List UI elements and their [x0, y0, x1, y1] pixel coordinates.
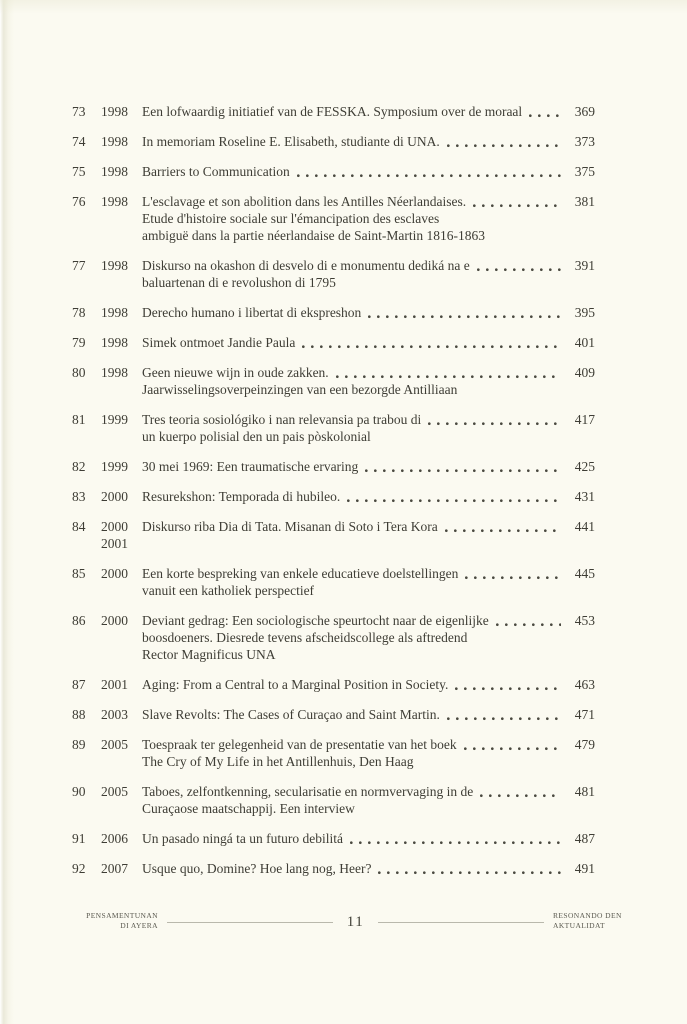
dot-leader: [529, 114, 561, 118]
toc-entry: [72, 565, 595, 599]
toc-entry: [72, 193, 595, 244]
dot-leader: [447, 144, 561, 148]
toc-entry: [72, 783, 595, 817]
entry-year: [101, 193, 142, 210]
entry-year: [101, 103, 142, 120]
entry-page-number: 409: [574, 365, 595, 380]
entry-title-text: Taboes, zelfontkenning, secularisatie en normvervaging in de: [142, 784, 474, 799]
dot-leader: [302, 345, 561, 349]
entry-year: [101, 364, 142, 381]
entry-number: 73: [72, 104, 86, 119]
entry-title: [142, 411, 565, 445]
entry-page-number: 375: [574, 164, 595, 179]
entry-year: [101, 676, 142, 693]
dot-leader: [465, 576, 561, 580]
entry-year: [101, 612, 142, 629]
entry-title-text: Diskurso riba Dia di Tata. Misanan di Soto i Tera Kora: [142, 519, 438, 534]
entry-page-number: 445: [574, 566, 595, 581]
entry-title: [142, 565, 565, 599]
toc-entry: [72, 411, 595, 445]
toc-entry: [72, 458, 595, 475]
dot-leader: [477, 268, 561, 272]
footer-right-line-2: AKTUALIDAT: [553, 920, 605, 930]
entry-year-line: 2000: [101, 566, 128, 581]
toc-entry: [72, 163, 595, 180]
footer-rule-left: [167, 922, 333, 923]
entry-title: [142, 458, 565, 475]
entry-year: [101, 488, 142, 505]
entry-title-continuation: Jaarwisselingsoverpeinzingen van een bezorgde Antilliaan: [142, 382, 458, 397]
entry-number: 86: [72, 613, 86, 628]
entry-title-first-line: [142, 334, 565, 351]
entry-year-line: 2000: [101, 519, 128, 534]
entry-title-text: Toespraak ter gelegenheid van de presentatie van het boek: [142, 737, 457, 752]
entry-year: [101, 706, 142, 723]
entry-title-continuation: Rector Magnificus UNA: [142, 647, 276, 662]
dot-leader: [473, 204, 561, 208]
entry-title-continuation: Curaçaose maatschappij. Een interview: [142, 801, 355, 816]
entry-year-line: 1998: [101, 365, 128, 380]
entry-number: 91: [72, 831, 86, 846]
page-footer: [60, 911, 625, 932]
entry-title-text: Tres teoria sosiológiko i nan relevansia pa trabou di: [142, 412, 422, 427]
entry-year: [101, 736, 142, 753]
page-top-shade: [0, 0, 687, 14]
entry-number: 90: [72, 784, 86, 799]
entry-title-first-line: [142, 612, 565, 629]
entry-title: [142, 706, 565, 723]
entry-year-line: 1998: [101, 258, 128, 273]
entry-title: [142, 518, 565, 535]
entry-title: [142, 163, 565, 180]
entry-number: 85: [72, 566, 86, 581]
entry-number: 89: [72, 737, 86, 752]
entry-number: 84: [72, 519, 86, 534]
entry-title-text: Simek ontmoet Jandie Paula: [142, 335, 296, 350]
toc-entry: [72, 488, 595, 505]
entry-number: 80: [72, 365, 86, 380]
entry-title-continuation: Etude d'histoire sociale sur l'émancipation des esclaves: [142, 211, 440, 226]
entry-title-continuation: baluartenan di e revolushon di 1795: [142, 275, 336, 290]
table-of-contents: [72, 103, 595, 890]
entry-year: [101, 860, 142, 877]
entry-year-line: 1998: [101, 305, 128, 320]
entry-title-first-line: [142, 736, 565, 753]
toc-entry: [72, 364, 595, 398]
entry-title-first-line: [142, 257, 565, 274]
entry-title-first-line: [142, 364, 565, 381]
entry-year-line: 2003: [101, 707, 128, 722]
entry-number: 75: [72, 164, 86, 179]
entry-title-first-line: [142, 830, 565, 847]
entry-year-line: 2006: [101, 831, 128, 846]
entry-title-text: L'esclavage et son abolition dans les Antilles Néerlandaises.: [142, 194, 467, 209]
entry-title-text: Een lofwaardig initiatief van de FESSKA. Symposium over de moraal: [142, 104, 523, 119]
entry-title-text: Diskurso na okashon di desvelo di e monumentu dediká na e: [142, 258, 470, 273]
toc-entry: [72, 676, 595, 693]
entry-year-line: 2001: [101, 677, 128, 692]
entry-title: [142, 783, 565, 817]
entry-title-first-line: [142, 304, 565, 321]
entry-year-line: 2000: [101, 489, 128, 504]
entry-page-number: 417: [574, 412, 595, 427]
entry-year-line: 1999: [101, 412, 128, 427]
entry-title-continuation: vanuit een katholiek perspectief: [142, 583, 315, 598]
dot-leader: [297, 174, 561, 178]
entry-title: [142, 488, 565, 505]
entry-year-line: 2000: [101, 613, 128, 628]
dot-leader: [428, 422, 561, 426]
toc-entry: [72, 860, 595, 877]
entry-title-text: Barriers to Communication: [142, 164, 290, 179]
entry-page-number: 391: [574, 258, 595, 273]
entry-title-first-line: [142, 488, 565, 505]
dot-leader: [464, 747, 561, 751]
dot-leader: [365, 469, 561, 473]
entry-title-first-line: [142, 565, 565, 582]
entry-page-number: 369: [574, 104, 595, 119]
page-edge-shadow: [0, 0, 14, 1024]
entry-title-continuation: un kuerpo polisial den un pais pòskolonial: [142, 429, 371, 444]
entry-title-first-line: [142, 676, 565, 693]
entry-title-first-line: [142, 103, 565, 120]
entry-page-number: 471: [574, 707, 595, 722]
dot-leader: [447, 717, 561, 721]
toc-entry: [72, 830, 595, 847]
toc-entry: [72, 518, 595, 552]
entry-page-number: 453: [574, 613, 595, 628]
footer-right-line-1: RESONANDO DEN: [553, 911, 622, 920]
entry-number: 77: [72, 258, 86, 273]
entry-year: [101, 830, 142, 847]
entry-year: [101, 565, 142, 582]
entry-year-line: 1999: [101, 459, 128, 474]
entry-title: [142, 103, 565, 120]
entry-number: 83: [72, 489, 86, 504]
entry-title-first-line: [142, 193, 565, 210]
entry-year: [101, 518, 142, 552]
entry-year: [101, 163, 142, 180]
entry-number: 79: [72, 335, 86, 350]
dot-leader: [368, 315, 561, 319]
entry-year-line: 2001: [101, 536, 128, 551]
entry-year-line: 2007: [101, 861, 128, 876]
entry-number: 74: [72, 134, 86, 149]
entry-title-text: 30 mei 1969: Een traumatische ervaring: [142, 459, 359, 474]
dot-leader: [455, 687, 561, 691]
entry-page-number: 463: [574, 677, 595, 692]
entry-title: [142, 193, 565, 244]
entry-title-text: Resurekshon: Temporada di hubileo.: [142, 489, 341, 504]
entry-page-number: 401: [574, 335, 595, 350]
toc-entry: [72, 257, 595, 291]
dot-leader: [378, 871, 561, 875]
entry-year: [101, 257, 142, 274]
entry-title: [142, 334, 565, 351]
entry-title: [142, 133, 565, 150]
entry-title-text: Derecho humano i libertat di ekspreshon: [142, 305, 362, 320]
entry-title-continuation: boosdoeners. Diesrede tevens afscheidscollege als aftredend: [142, 630, 468, 645]
dot-leader: [350, 841, 561, 845]
entry-title-continuation: The Cry of My Life in het Antillenhuis, Den Haag: [142, 754, 414, 769]
entry-title-first-line: [142, 783, 565, 800]
entry-title-text: Een korte bespreking van enkele educatieve doelstellingen: [142, 566, 459, 581]
entry-title: [142, 860, 565, 877]
entry-year-line: 1998: [101, 134, 128, 149]
entry-page-number: 431: [574, 489, 595, 504]
entry-year: [101, 458, 142, 475]
footer-right-title: [553, 911, 625, 930]
entry-page-number: 487: [574, 831, 595, 846]
entry-year-line: 1998: [101, 335, 128, 350]
toc-entry: [72, 133, 595, 150]
entry-title-text: Deviant gedrag: Een sociologische speurtocht naar de eigenlijke: [142, 613, 489, 628]
entry-title: [142, 364, 565, 398]
entry-title-continuation: ambiguë dans la partie néerlandaise de Saint-Martin 1816-1863: [142, 228, 486, 243]
entry-number: 88: [72, 707, 86, 722]
footer-left-line-2: DI AYERA: [120, 920, 158, 930]
dot-leader: [496, 623, 561, 627]
toc-entry: [72, 304, 595, 321]
entry-year-line: 1998: [101, 104, 128, 119]
entry-year-line: 2005: [101, 784, 128, 799]
entry-title: [142, 736, 565, 770]
toc-entry: [72, 334, 595, 351]
entry-title-first-line: [142, 458, 565, 475]
entry-year: [101, 133, 142, 150]
entry-year-line: 1998: [101, 164, 128, 179]
entry-page-number: 441: [574, 519, 595, 534]
entry-title-first-line: [142, 860, 565, 877]
entry-page-number: 373: [574, 134, 595, 149]
entry-page-number: 491: [574, 861, 595, 876]
entry-page-number: 479: [574, 737, 595, 752]
entry-title-first-line: [142, 518, 565, 535]
entry-page-number: 425: [574, 459, 595, 474]
dot-leader: [480, 794, 561, 798]
dot-leader: [445, 529, 561, 533]
entry-title-text: Geen nieuwe wijn in oude zakken.: [142, 365, 329, 380]
entry-number: 87: [72, 677, 86, 692]
entry-title-text: Slave Revolts: The Cases of Curaçao and Saint Martin.: [142, 707, 440, 722]
entry-year: [101, 411, 142, 428]
entry-title-first-line: [142, 706, 565, 723]
toc-entry: [72, 736, 595, 770]
entry-year: [101, 304, 142, 321]
entry-number: 76: [72, 194, 86, 209]
entry-year-line: 1998: [101, 194, 128, 209]
entry-number: 92: [72, 861, 86, 876]
entry-title: [142, 257, 565, 291]
footer-rule-right: [378, 922, 544, 923]
page-number: 11: [346, 914, 365, 930]
entry-number: 82: [72, 459, 86, 474]
toc-entry: [72, 706, 595, 723]
entry-title: [142, 304, 565, 321]
entry-title-text: Usque quo, Domine? Hoe lang nog, Heer?: [142, 861, 372, 876]
entry-title-first-line: [142, 133, 565, 150]
entry-number: 81: [72, 412, 86, 427]
dot-leader: [336, 375, 561, 379]
footer-left-line-1: PENSAMENTUNAN: [86, 911, 158, 920]
footer-left-title: [60, 911, 158, 930]
entry-title-first-line: [142, 411, 565, 428]
dot-leader: [347, 499, 561, 503]
entry-year-line: 2005: [101, 737, 128, 752]
entry-number: 78: [72, 305, 86, 320]
entry-page-number: 381: [574, 194, 595, 209]
entry-title-first-line: [142, 163, 565, 180]
entry-page-number: 395: [574, 305, 595, 320]
entry-title-text: In memoriam Roseline E. Elisabeth, studiante di UNA.: [142, 134, 440, 149]
entry-title: [142, 612, 565, 663]
toc-entry: [72, 103, 595, 120]
entry-year: [101, 783, 142, 800]
entry-title: [142, 830, 565, 847]
entry-year: [101, 334, 142, 351]
entry-page-number: 481: [574, 784, 595, 799]
entry-title: [142, 676, 565, 693]
entry-title-text: Aging: From a Central to a Marginal Position in Society.: [142, 677, 449, 692]
toc-entry: [72, 612, 595, 663]
entry-title-text: Un pasado ningá ta un futuro debilitá: [142, 831, 343, 846]
